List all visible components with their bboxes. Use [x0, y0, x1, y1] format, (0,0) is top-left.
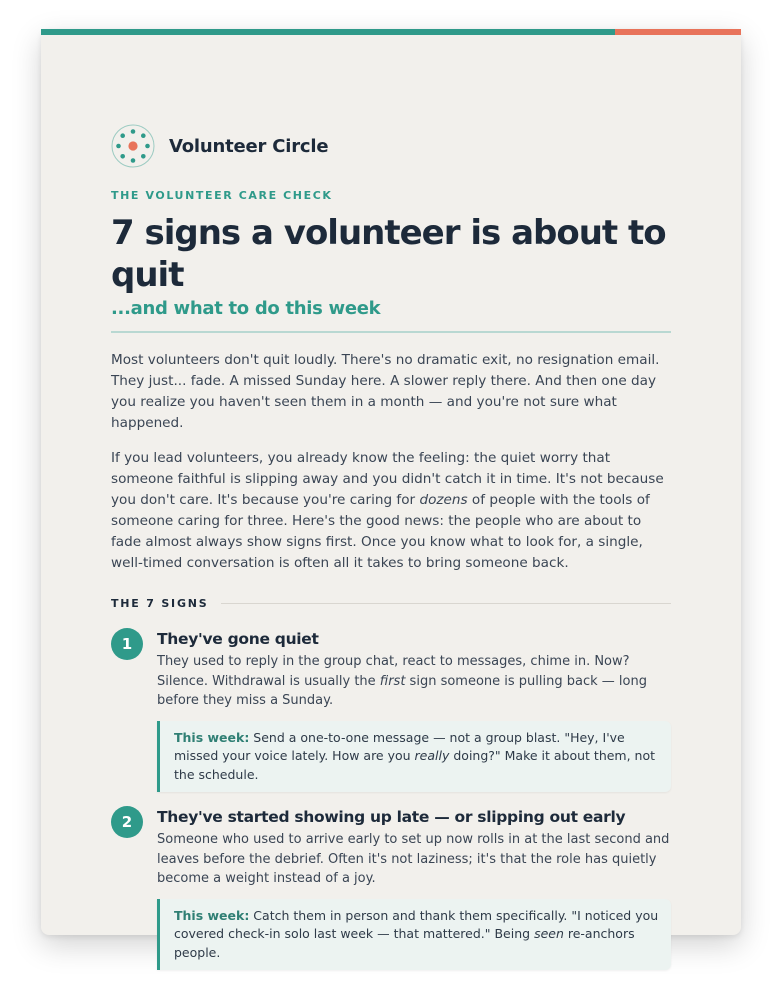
- document-page: [41, 29, 741, 960]
- sign-number-badge: 2: [111, 806, 143, 838]
- accent-bar-coral: [615, 29, 741, 35]
- brand-header: [111, 123, 671, 169]
- sign-title: They've gone quiet: [157, 630, 319, 648]
- sign-number-badge: 1: [111, 628, 143, 660]
- page-subtitle: ...and what to do this week: [111, 298, 381, 319]
- this-week-callout: [157, 721, 671, 793]
- callout-text-a: Send a one-to-one message — not a group blast. "Hey, I've missed your voice lately. How are you: [174, 729, 625, 763]
- callout-lead: This week:: [174, 729, 250, 745]
- page-title: 7 signs a volunteer is about to quit: [111, 213, 666, 295]
- circle-of-dots-icon: [111, 124, 155, 168]
- signs-section-divider: [221, 603, 671, 604]
- intro-paragraph-2: [111, 448, 671, 574]
- sign-description-text-b: sign someone is pulling back — long before they miss a Sunday.: [157, 673, 647, 708]
- sign-description-text-a: They used to reply in the group chat, react to messages, chime in. Now? Silence. Withdrawal is usually the: [157, 654, 630, 689]
- callout-emphasis: seen: [534, 926, 564, 941]
- intro-paragraph-2-text-b: of people with the tools of someone caring for three. Here's the good news: the people who are about to fade almost always show signs first. Once you know what to look for, a single, well-timed conversation is often all it takes to bring someone back.: [111, 492, 650, 571]
- document-content: [111, 123, 671, 970]
- callout-lead: This week:: [174, 907, 250, 923]
- callout-text-a: Catch them in person and thank them specifically. "I noticed you covered check-in solo last week — that mattered." Being: [174, 907, 659, 941]
- accent-bar-teal: [41, 29, 615, 35]
- sign-description: [157, 652, 671, 711]
- this-week-callout: [157, 899, 671, 971]
- eyebrow-label: THE VOLUNTEER CARE CHECK: [111, 189, 333, 202]
- intro-paragraph-2-emphasis: dozens: [419, 492, 468, 508]
- intro-paragraph-1: Most volunteers don't quit loudly. There's no dramatic exit, no resignation email. They just... fade. A missed Sunday here. A slower reply there. And then one day you realize you haven't seen them in a month — and you're not sure what happened.: [111, 352, 660, 431]
- signs-section-heading: [111, 594, 671, 612]
- sign-description-emphasis: first: [379, 673, 406, 689]
- intro-paragraph-2-text-a: If you lead volunteers, you already know the feeling: the quiet worry that someone faithful is slipping away and you didn't catch it in time. It's not because you don't care. It's because you're caring for: [111, 450, 664, 508]
- accent-bar: [41, 29, 741, 35]
- title-divider: [111, 331, 671, 333]
- signs-section-label: THE 7 SIGNS: [111, 596, 209, 610]
- callout-text-b: re-anchors people.: [174, 926, 635, 960]
- callout-emphasis: really: [414, 748, 450, 763]
- sign-item: [111, 806, 671, 970]
- sign-description: [157, 830, 671, 889]
- sign-item: [111, 628, 671, 792]
- callout-text-b: doing?" Make it about them, not the schedule.: [174, 748, 656, 782]
- sign-title: They've started showing up late — or slipping out early: [157, 808, 626, 826]
- brand-name: Volunteer Circle: [169, 135, 329, 157]
- sign-description-text-a: Someone who used to arrive early to set up now rolls in at the last second and leaves before the debrief. Often it's not laziness; it's that the role has quietly become a weight instead of a joy.: [157, 832, 670, 886]
